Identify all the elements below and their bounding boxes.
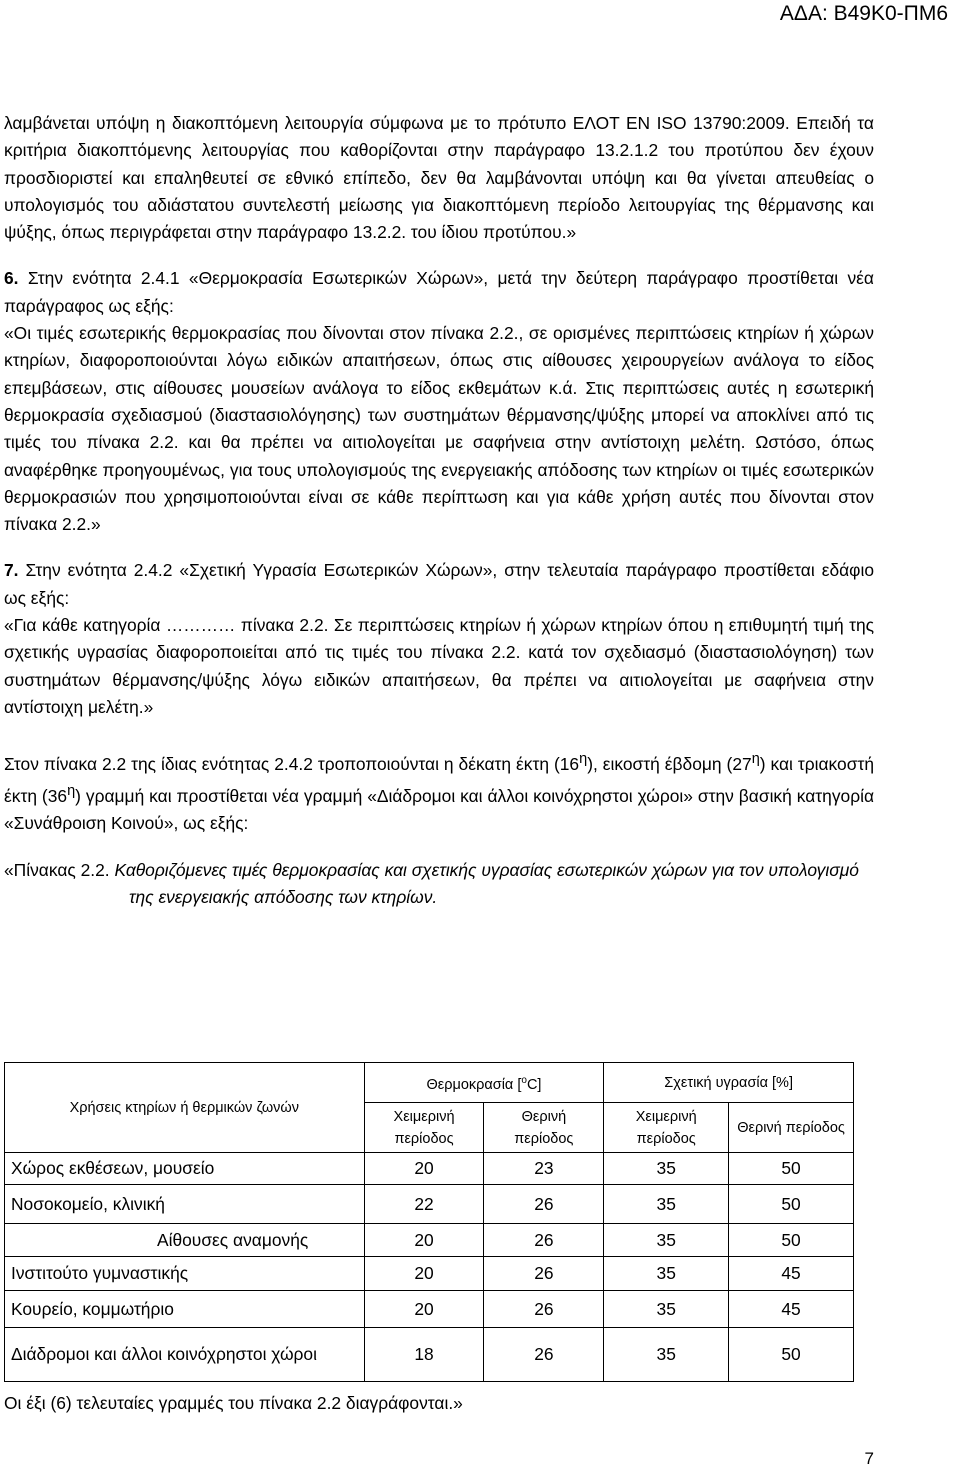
cell-temp-summer: 26 (484, 1185, 604, 1224)
row-name: Αίθουσες αναμονής (5, 1224, 365, 1257)
sup-36: η (67, 783, 76, 800)
mod-text-b: ), εικοστή έβδομη (27 (587, 754, 752, 775)
sub-hum-winter: Χειμερινή περίοδος (604, 1103, 729, 1153)
section-6-text: Στην ενότητα 2.4.1 «Θερμοκρασία Εσωτερικών Χώρων», μετά την δεύτερη παράγραφο προστίθεται νέα παράγραφος ως εξής: (4, 268, 874, 316)
table-row (5, 1291, 854, 1328)
ada-code: ΑΔΑ: Β49Κ0-ΠΜ6 (779, 2, 948, 25)
cell-temp-winter: 18 (364, 1328, 484, 1382)
row-name: Χώρος εκθέσεων, μουσείο (5, 1153, 365, 1185)
cell-hum-summer: 50 (729, 1153, 854, 1185)
mod-text-c: ) και τριακοστή έκτη (36 (4, 754, 874, 807)
cell-temp-summer: 26 (484, 1291, 604, 1328)
header-uses: Χρήσεις κτηρίων ή θερμικών ζωνών (5, 1063, 365, 1153)
table-row (5, 1153, 854, 1185)
table-caption-prefix: «Πίνακας 2.2. (4, 859, 115, 880)
cell-temp-winter: 20 (364, 1224, 484, 1257)
page-number: 7 (864, 1449, 874, 1468)
sub-temp-summer: Θερινή περίοδος (484, 1103, 604, 1153)
cell-temp-winter: 20 (364, 1153, 484, 1185)
cell-temp-winter: 20 (364, 1257, 484, 1291)
cell-temp-summer: 26 (484, 1224, 604, 1257)
cell-temp-winter: 22 (364, 1185, 484, 1224)
header-temperature: Θερμοκρασία [$^o$C] (364, 1063, 604, 1103)
mod-text-d: ) γραμμή και προστίθεται νέα γραμμή «Διάδρομοι και άλλοι κοινόχρηστοι χώροι» στην βασική κατηγορία «Συνάθροιση Κοινού», ως εξής: (4, 786, 874, 834)
table-row (5, 1224, 854, 1257)
footer-sentence: Οι έξι (6) τελευταίες γραμμές του πίνακα 2.2 διαγράφονται.» (4, 1393, 463, 1413)
section-7-number: 7. (4, 560, 19, 581)
sub-temp-winter: Χειμερινή περίοδος (364, 1103, 484, 1153)
table-modification-paragraph (4, 746, 874, 837)
table-header-row (5, 1063, 854, 1103)
cell-temp-winter: 20 (364, 1291, 484, 1328)
section-7-quote: «Για κάθε κατηγορία ………… πίνακα 2.2. Σε περιπτώσεις κτηρίων ή χώρων κτηρίων όπου η επιθυμητή τιμή της σχετικής υγρασίας διαφοροποιείται από τις τιμές του πίνακα 2.2. κατά τον σχεδιασμό (διαστασιολόγηση) των συστημάτων θέρμανσης/ψύξης λόγω ειδικών απαιτήσεων, θα πρέπει να αιτιολογείται με σαφήνεια στην αντίστοιχη μελέτη.» (4, 615, 874, 717)
mod-text-a: Στον πίνακα 2.2 της ίδιας ενότητας 2.4.2 τροποποιούνται η δέκατη έκτη (16 (4, 754, 580, 775)
cell-hum-summer: 45 (729, 1257, 854, 1291)
table-caption-title: Καθοριζόμενες τιμές θερμοκρασίας και σχετικής υγρασίας εσωτερικών χώρων για τον υπολογισμό της ενεργειακής απόδοσης των κτηρίων. (114, 859, 859, 908)
table-row (5, 1257, 854, 1291)
table-row (5, 1328, 854, 1382)
cell-temp-summer: 26 (484, 1328, 604, 1382)
cell-hum-summer: 50 (729, 1185, 854, 1224)
section-6-quote: «Οι τιμές εσωτερικής θερμοκρασίας που δίνονται στον πίνακα 2.2., σε ορισμένες περιπτώσεις κτηρίων ή χώρων κτηρίων, διαφοροποιούνται λόγω ειδικών απαιτήσεων, όπως στις αίθουσες χειρουργείων ανάλογα το είδος επεμβάσεων, στις αίθουσες μουσείων ανάλογα το είδος εκθεμάτων κ.ά. Στις περιπτώσεις αυτές η εσωτερική θερμοκρασία σχεδιασμού (διαστασιολόγησης) των συστημάτων θέρμανσης/ψύξης μπορεί να αποκλίνει από τις τιμές του πίνακα 2.2. και θα πρέπει να αιτιολογείται με σαφήνεια στην αντίστοιχη μελέτη. Ωστόσο, όπως αναφέρθηκε προηγουμένως, για τους υπολογισμούς της ενεργειακής απόδοσης των κτηρίων οι τιμές εσωτερικών θερμοκρασιών που χρησιμοποιούνται είναι σε κάθε περίπτωση και για κάθε χρήση αυτές που δίνονται στον πίνακα 2.2.» (4, 323, 874, 535)
cell-hum-winter: 35 (604, 1224, 729, 1257)
body-text (4, 110, 874, 911)
cell-hum-winter: 35 (604, 1153, 729, 1185)
row-name: Ινστιτούτο γυμναστικής (5, 1257, 365, 1291)
cell-hum-winter: 35 (604, 1185, 729, 1224)
cell-hum-winter: 35 (604, 1257, 729, 1291)
cell-temp-summer: 26 (484, 1257, 604, 1291)
cell-temp-summer: 23 (484, 1153, 604, 1185)
sup-16: η (579, 751, 588, 768)
row-name: Νοσοκομείο, κλινική (5, 1185, 365, 1224)
cell-hum-summer: 50 (729, 1328, 854, 1382)
cell-hum-winter: 35 (604, 1291, 729, 1328)
header-humidity: Σχετική υγρασία [%] (604, 1063, 854, 1103)
cell-hum-winter: 35 (604, 1328, 729, 1382)
temperature-humidity-table (4, 1062, 854, 1382)
table-row (5, 1185, 854, 1224)
row-name: Κουρείο, κομμωτήριο (5, 1291, 365, 1328)
section-6-number: 6. (4, 268, 19, 289)
section-6-heading (4, 265, 874, 320)
intro-paragraph: λαμβάνεται υπόψη η διακοπτόμενη λειτουργία σύμφωνα με το πρότυπο ΕΛΟΤ ΕΝ ISO 13790:2009. Επειδή τα κριτήρια διακοπτόμενης λειτουργίας που καθορίζονται στην παράγραφο 13.2.1.2 του προτύπου δεν έχουν προσδιοριστεί και επαληθευτεί σε εθνικό επίπεδο, δεν θα λαμβάνονται υπόψη και θα γίνεται απευθείας ο υπολογισμός του αδιάστατου συντελεστή μείωσης για διακοπτόμενη περίοδο λειτουργίας της θέρμανσης και ψύξης, όπως περιγράφεται στην παράγραφο 13.2.2. του ίδιου προτύπου.» (4, 113, 874, 243)
sub-hum-summer: Θερινή περίοδος (729, 1103, 854, 1153)
section-7-heading (4, 557, 874, 612)
table-caption (4, 857, 874, 912)
cell-hum-summer: 50 (729, 1224, 854, 1257)
row-name: Διάδρομοι και άλλοι κοινόχρηστοι χώροι (5, 1328, 365, 1382)
cell-hum-summer: 45 (729, 1291, 854, 1328)
section-7-text: Στην ενότητα 2.4.2 «Σχετική Υγρασία Εσωτερικών Χώρων», στην τελευταία παράγραφο προστίθεται εδάφιο ως εξής: (4, 560, 874, 608)
sup-27: η (751, 751, 760, 768)
